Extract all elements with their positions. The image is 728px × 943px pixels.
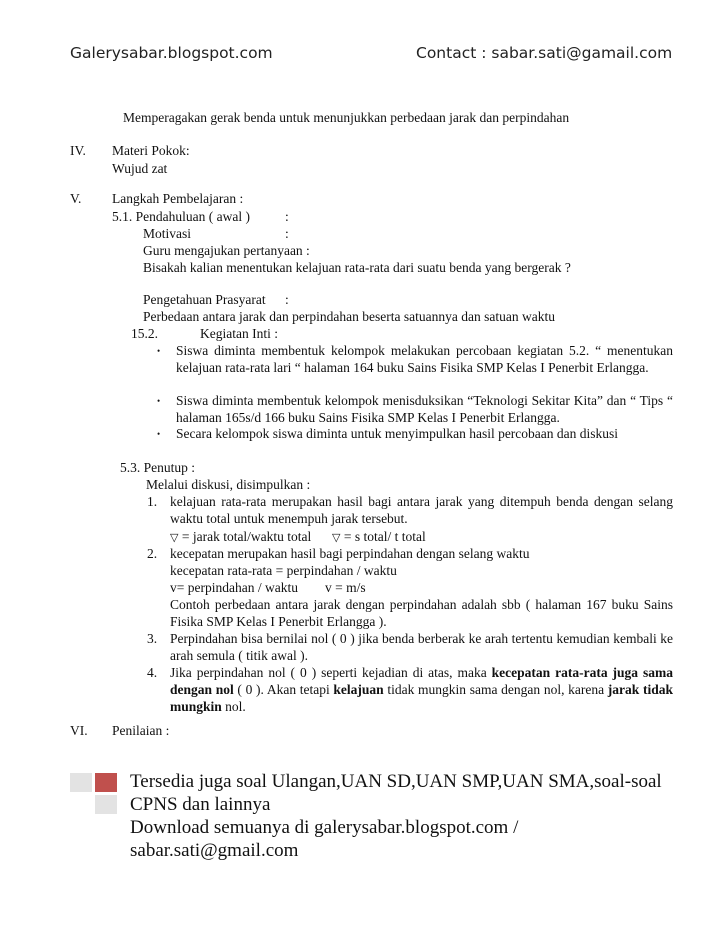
item-3-number: 3.: [147, 631, 158, 646]
prasyarat-label: Pengetahuan Prasyarat: [143, 292, 266, 307]
section4-number: IV.: [70, 143, 86, 158]
bullet-item-2: Siswa diminta membentuk kelompok menisduksikan “Teknologi Sekitar Kita” dan “ Tips “ halaman 165s/d 166 buku Sains Fisika SMP Kelas I Penerbit Erlangga.: [176, 393, 673, 425]
perbedaan-line: Perbedaan antara jarak dan perpindahan beserta satuannya dan satuan waktu: [143, 309, 555, 324]
section4-content: Wujud zat: [112, 161, 168, 176]
colon-prasyarat: :: [285, 292, 289, 307]
diskusi-line: Melalui diskusi, disimpulkan :: [146, 477, 311, 492]
item-4-part-4: nol.: [221, 699, 246, 714]
section6-number: VI.: [70, 723, 88, 738]
item-3-text: Perpindahan bisa bernilai nol ( 0 ) jika benda berberak ke arah tertentu kemudian kembali ke arah semula ( titik awal ).: [170, 631, 673, 663]
bullet-icon: •: [157, 396, 161, 406]
footer-square-red: [95, 773, 117, 792]
footer-square-grey: [95, 795, 117, 814]
section5-number: V.: [70, 191, 82, 206]
footer-square-grey: [70, 773, 92, 792]
item-2-line-3: v= perpindahan / waktu v = m/s: [170, 580, 366, 595]
section6-title: Penilaian :: [112, 723, 170, 738]
colon-5-1: :: [285, 209, 289, 224]
item-4-bold-1: kecepatan rata-rata juga sama dengan nol: [170, 665, 673, 697]
footer-line-3: Download semuanya di galerysabar.blogspot.com /: [130, 817, 519, 838]
footer-line-4: sabar.sati@gmail.com: [130, 840, 299, 861]
item-1-text: kelajuan rata-rata merupakan hasil bagi antara jarak yang ditempuh benda dengan selang waktu total untuk menempuh jarak tersebut.: [170, 494, 673, 526]
subsection-5-3: 5.3. Penutup :: [120, 460, 196, 475]
subsection-5-2-number: 15.2.: [131, 326, 158, 341]
item-4-number: 4.: [147, 665, 158, 680]
average-velocity-symbol: ▽: [332, 532, 341, 544]
motivasi-label: Motivasi: [143, 226, 192, 241]
item-2-number: 2.: [147, 546, 158, 561]
footer-line-1: Tersedia juga soal Ulangan,UAN SD,UAN SMP,UAN SMA,soal-soal: [130, 771, 662, 792]
header-site: Galerysabar.blogspot.com: [70, 44, 273, 62]
formula-b: = s total/ t total: [340, 529, 426, 544]
bullet-icon: •: [157, 429, 161, 439]
section4-title: Materi Pokok:: [112, 143, 190, 158]
item-4-text: [170, 664, 673, 715]
item-2-line-1: kecepatan merupakan hasil bagi perpindahan dengan selang waktu: [170, 546, 530, 561]
subsection-5-2-title: Kegiatan Inti :: [200, 326, 278, 341]
pertanyaan-line: Bisakah kalian menentukan kelajuan rata-rata dari suatu benda yang bergerak ?: [143, 260, 571, 275]
colon-motivasi: :: [285, 226, 289, 241]
item-1-number: 1.: [147, 494, 158, 509]
bullet-item-1: Siswa diminta membentuk kelompok melakukan percobaan kegiatan 5.2. “ menentukan kelajuan rata-rata lari “ halaman 164 buku Sains Fisika SMP Kelas I Penerbit Erlangga.: [176, 343, 673, 375]
item-2-example: Contoh perbedaan antara jarak dengan perpindahan adalah sbb ( halaman 167 buku Sains Fisika SMP Kelas I Penerbit Erlangga ).: [170, 597, 673, 629]
header-contact: Contact : sabar.sati@gamail.com: [416, 44, 673, 62]
item-2-line-2: kecepatan rata-rata = perpindahan / waktu: [170, 563, 397, 578]
item-4-part-2: ( 0 ). Akan tetapi: [233, 682, 334, 697]
intro-line: Memperagakan gerak benda untuk menunjukkan perbedaan jarak dan perpindahan: [123, 110, 570, 125]
item-4-part-3: tidak mungkin sama dengan nol, karena: [383, 682, 608, 697]
subsection-5-1: 5.1. Pendahuluan ( awal ): [112, 209, 250, 224]
footer-line-2: CPNS dan lainnya: [130, 794, 271, 815]
item-4-bold-2: kelajuan: [333, 682, 384, 697]
item-4-bold-3: jarak tidak mungkin: [170, 682, 673, 714]
section5-title: Langkah Pembelajaran :: [112, 191, 244, 206]
item-4-part-1: Jika perpindahan nol ( 0 ) seperti kejadian di atas, maka: [170, 665, 492, 680]
bullet-icon: •: [157, 346, 161, 356]
bullet-item-3: Secara kelompok siswa diminta untuk menyimpulkan hasil percobaan dan diskusi: [176, 426, 619, 441]
average-velocity-symbol: ▽: [170, 532, 179, 544]
guru-line: Guru mengajukan pertanyaan :: [143, 243, 310, 258]
formula-a: = jarak total/waktu total: [178, 529, 312, 544]
